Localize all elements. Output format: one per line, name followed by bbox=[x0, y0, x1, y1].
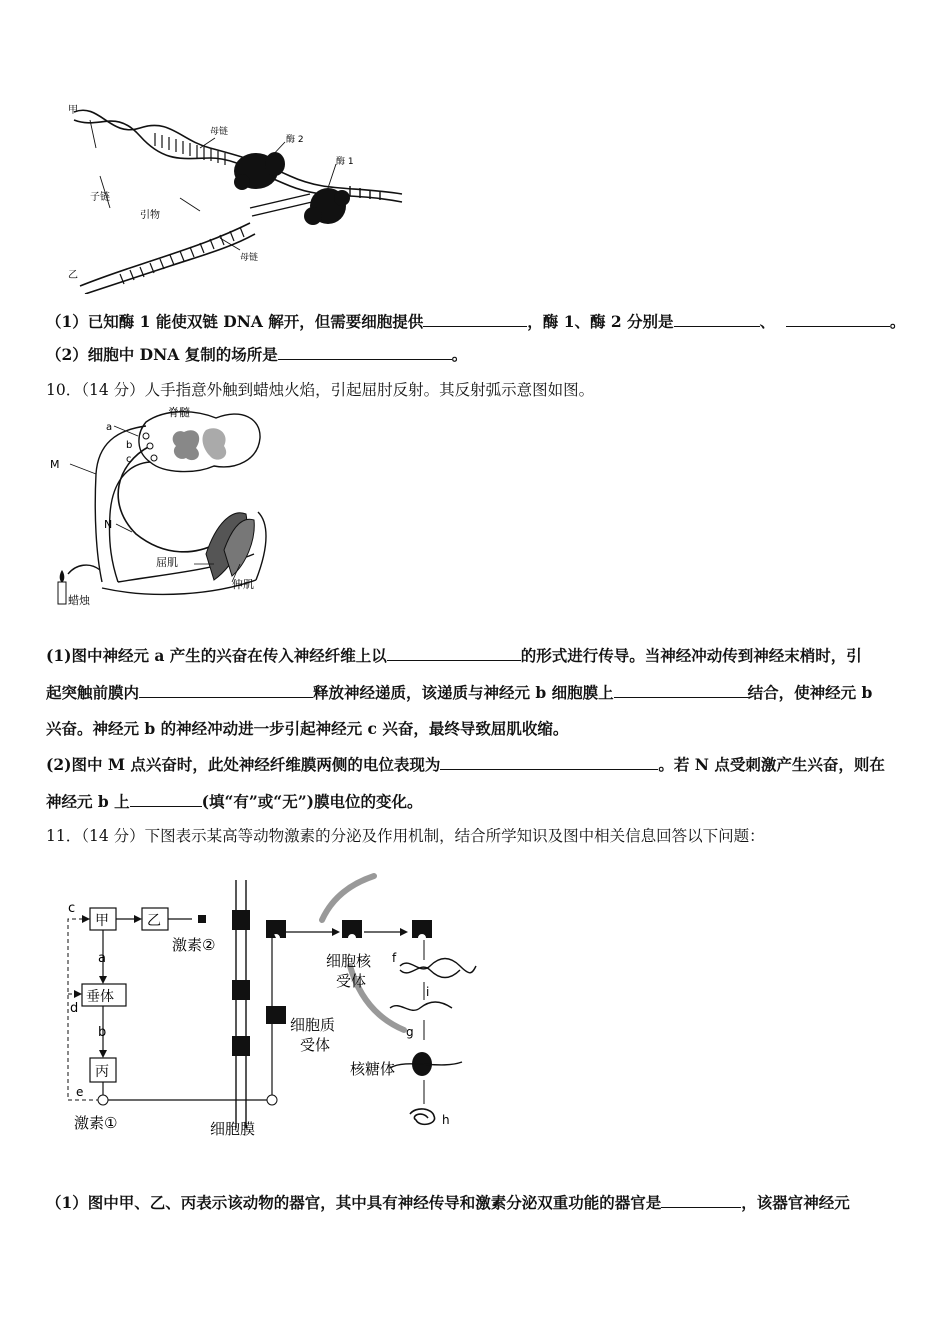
q11-part1 bbox=[46, 1193, 916, 1213]
fig10-label-c: c bbox=[126, 454, 132, 465]
fig11-label-yi: 乙 bbox=[147, 913, 161, 929]
fig11-label-d: d bbox=[70, 1001, 79, 1016]
q10-p2-line2 bbox=[46, 792, 916, 812]
q10-p1-l1-b: 的形式进行传导。当神经冲动传到神经末梢时，引 bbox=[520, 646, 862, 665]
fig11-label-f: f bbox=[392, 951, 397, 965]
q9-blank-2[interactable] bbox=[674, 312, 760, 327]
fig11-label-a: a bbox=[98, 951, 106, 966]
q9-p1-a: （1）已知酶 1 能使双链 DNA 解开，但需要细胞提供 bbox=[46, 312, 424, 331]
fig11-label-h: h bbox=[442, 1113, 450, 1127]
fig11-label-xibaohe: 细胞核 bbox=[326, 952, 372, 970]
fig11-label-jisu1: 激素① bbox=[74, 1114, 118, 1132]
fig10-label-lazhu: 蜡烛 bbox=[68, 594, 90, 607]
fig10-label-a: a bbox=[106, 422, 113, 433]
q11-p1-b: ，该器官神经元 bbox=[741, 1193, 850, 1212]
fig10-label-N: N bbox=[104, 518, 113, 531]
q9-p1-c: 、 bbox=[759, 312, 776, 331]
fig11-label-g: g bbox=[406, 1025, 414, 1039]
fig1-label-yinwu: 引物 bbox=[140, 210, 160, 221]
fig1-label-yi: 乙 bbox=[68, 270, 78, 281]
q10-p1-line1 bbox=[46, 646, 916, 666]
fig1-label-mei2: 酶 2 bbox=[286, 135, 304, 145]
reflex-arc-figure bbox=[46, 404, 276, 608]
fig11-label-i: i bbox=[426, 985, 430, 999]
fig11-label-c: c bbox=[68, 901, 76, 916]
fig11-label-shouti1: 受体 bbox=[300, 1036, 331, 1054]
fig11-label-shouti2: 受体 bbox=[336, 972, 367, 990]
hormone-mechanism-figure bbox=[60, 870, 480, 1146]
fig11-label-hetangti: 核糖体 bbox=[350, 1060, 396, 1078]
fig11-label-chuiti: 垂体 bbox=[86, 989, 114, 1005]
fig10-label-jisui: 脊髓 bbox=[168, 406, 190, 419]
q10-p1-l1-a: (1)图中神经元 a 产生的兴奋在传入神经纤维上以 bbox=[46, 646, 387, 665]
q10-p1-l2-a: 起突触前膜内 bbox=[46, 683, 140, 702]
q9-p2-b: 。 bbox=[451, 345, 468, 364]
q10-p2-l1-b: 。若 N 点受刺激产生兴奋，则在 bbox=[658, 755, 885, 774]
q10-p1-l2-c: 结合，使神经元 b bbox=[747, 683, 873, 702]
fig1-label-jia: 甲 bbox=[68, 105, 78, 116]
fig11-label-xibaomo: 细胞膜 bbox=[210, 1120, 256, 1138]
q10-blank-3[interactable] bbox=[614, 683, 748, 698]
q9-blank-4[interactable] bbox=[278, 345, 452, 360]
fig10-label-M: M bbox=[50, 458, 60, 471]
fig11-label-b: b bbox=[98, 1025, 107, 1040]
fig10-label-b: b bbox=[126, 440, 133, 451]
fig11-label-bing: 丙 bbox=[95, 1064, 109, 1080]
q9-blank-3[interactable] bbox=[786, 312, 890, 327]
q11-p1-a: （1）图中甲、乙、丙表示该动物的器官，其中具有神经传导和激素分泌双重功能的器官是 bbox=[46, 1193, 662, 1212]
q10-blank-4[interactable] bbox=[440, 755, 658, 770]
fig1-label-mulian-top: 母链 bbox=[210, 127, 229, 137]
q10-p2-l2-b: (填“有”或“无”)膜电位的变化。 bbox=[201, 792, 423, 811]
q10-p1-line3: 兴奋。神经元 b 的神经冲动进一步引起神经元 c 兴奋，最终导致屈肌收缩。 bbox=[46, 719, 569, 738]
q10-heading: 10．（14 分）人手指意外触到蜡烛火焰，引起屈肘反射。其反射弧示意图如图。 bbox=[46, 381, 595, 399]
q10-p1-l2-b: 释放神经递质，该递质与神经元 b 细胞膜上 bbox=[313, 683, 614, 702]
q9-part1 bbox=[46, 312, 916, 332]
q10-p2-l1-a: (2)图中 M 点兴奋时，此处神经纤维膜两侧的电位表现为 bbox=[46, 755, 441, 774]
q9-p1-b: ，酶 1、酶 2 分别是 bbox=[527, 312, 674, 331]
q10-p2-l2-a: 神经元 b 上 bbox=[46, 792, 130, 811]
q11-blank-1[interactable] bbox=[661, 1193, 741, 1208]
q10-p2-line1 bbox=[46, 755, 916, 775]
fig1-label-mei1: 酶 1 bbox=[336, 157, 354, 167]
q9-blank-1[interactable] bbox=[423, 312, 527, 327]
fig1-label-zilian: 子链 bbox=[90, 192, 110, 203]
q10-blank-2[interactable] bbox=[139, 683, 313, 698]
fig11-label-xibaozhi: 细胞质 bbox=[290, 1016, 336, 1034]
dna-replication-figure bbox=[60, 98, 410, 294]
fig11-label-jia: 甲 bbox=[95, 913, 109, 929]
q9-p2-a: （2）细胞中 DNA 复制的场所是 bbox=[46, 345, 278, 364]
q10-blank-1[interactable] bbox=[387, 646, 521, 661]
fig11-label-jisu2: 激素② bbox=[172, 936, 216, 954]
fig11-label-e: e bbox=[76, 1085, 84, 1099]
q9-p1-d: 。 bbox=[889, 312, 906, 331]
q9-part2 bbox=[46, 345, 916, 365]
q10-blank-5[interactable] bbox=[130, 792, 202, 807]
q10-p1-line2 bbox=[46, 683, 916, 703]
fig10-label-quji: 屈肌 bbox=[156, 556, 178, 569]
fig1-label-mulian-bottom: 母链 bbox=[240, 253, 259, 263]
fig10-label-shenji: 伸肌 bbox=[232, 578, 254, 591]
q11-heading: 11．（14 分）下图表示某高等动物激素的分泌及作用机制，结合所学知识及图中相关信息回答以下问题： bbox=[46, 827, 765, 845]
